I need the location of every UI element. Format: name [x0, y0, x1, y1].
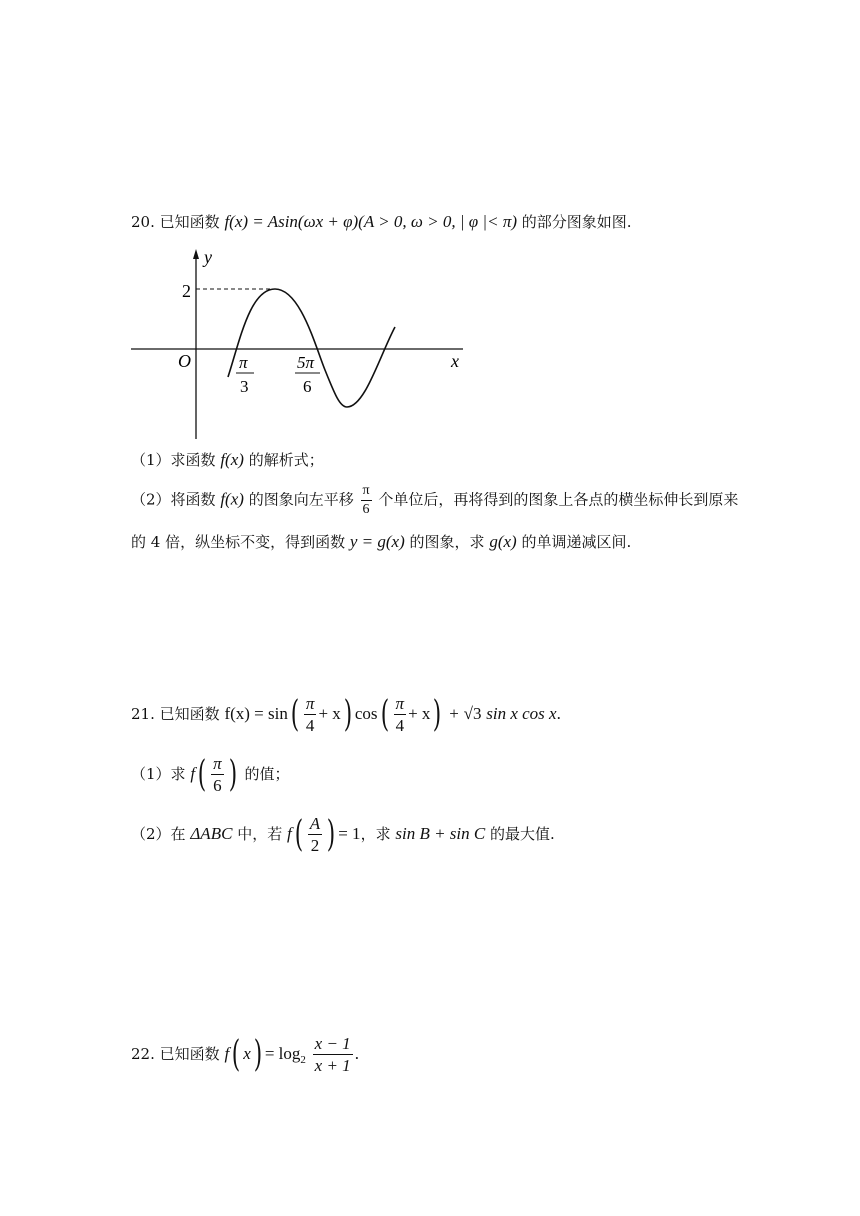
x1-den: 3 — [240, 377, 249, 396]
q20-part2: （2）将函数 f(x) 的图象向左平移 $\frac{\pi}{6}$ 个单位后，再将得到的图象上各点的横坐标伸长到原来 — [131, 483, 739, 517]
q20-graph — [125, 245, 470, 445]
origin-label: O — [178, 351, 191, 371]
x-label: x — [451, 351, 459, 371]
q20-frac: $\frac{\pi}{6}$ — [362, 483, 370, 517]
x1-num: π — [239, 353, 248, 372]
q20-statement: 20. 已知函数 f(x) = Asin(ωx + φ)(A > 0, ω > 0, | φ |< π) 的部分图象如图. — [131, 212, 632, 231]
q21-part2: （2）在 ΔABC 中，若 f( $\frac{A}{2}$ ) = 1，求 sin B + sin C 的最大值. — [131, 813, 555, 855]
x2-num: 5π — [297, 353, 315, 372]
sine-curve — [228, 289, 395, 407]
x2-den: 6 — [303, 377, 312, 396]
q21-part1: （1）求 f( $\frac{\pi}{6}$ ) 的值； — [131, 753, 290, 795]
ymax-label: 2 — [182, 281, 191, 301]
q21-statement: 21. 已知函数 f(x) = sin( $\frac{\pi}{4}$ + x) cos( $\frac{\pi}{4}$ + x) + √3 sin x cos x. — [131, 693, 561, 735]
q20-part2-line2: 的 4 倍，纵坐标不变，得到函数 y = g(x) 的图象，求 g(x) 的单调递减区间. — [131, 532, 632, 551]
q20-formula: f(x) = Asin(ωx + φ)(A > 0, ω > 0, | φ |< π) — [224, 212, 517, 231]
q20-part1: （1）求函数 f(x) 的解析式； — [131, 450, 324, 469]
y-label: y — [204, 247, 212, 267]
y-arrow-icon — [193, 249, 199, 259]
q22-statement: 22. 已知函数 f( $x) = \log_2$ $\frac{x - 1}{x + 1}$ . — [131, 1033, 359, 1075]
